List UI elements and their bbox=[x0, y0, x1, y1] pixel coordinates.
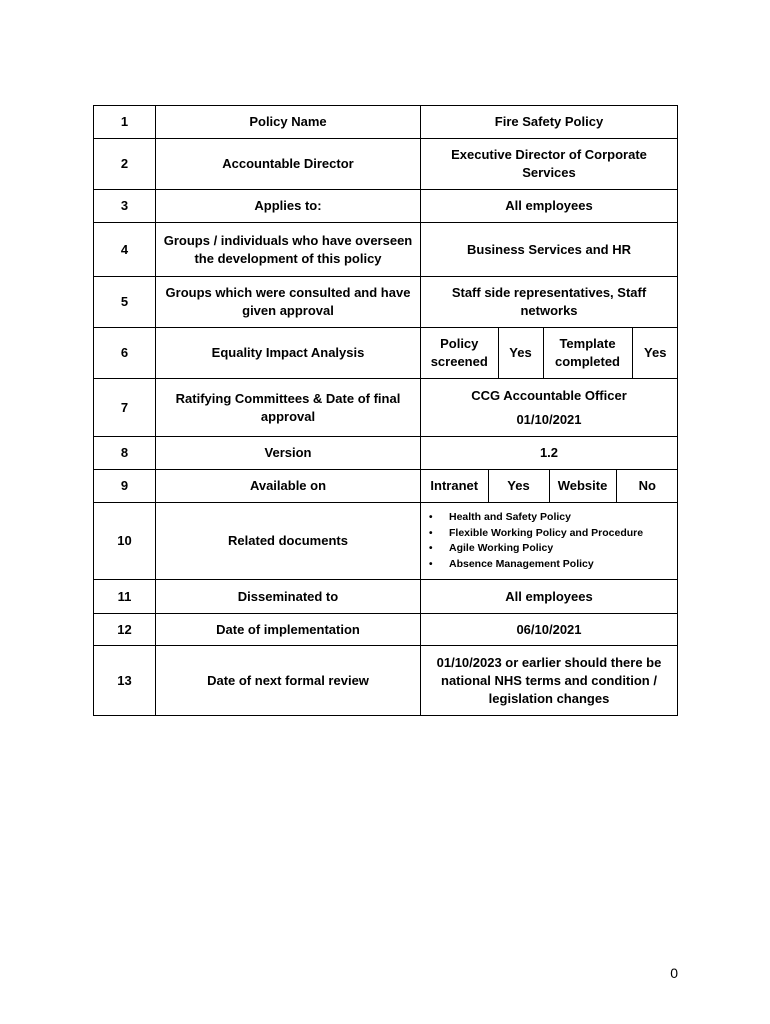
approval-date: 01/10/2021 bbox=[516, 411, 582, 427]
row-label: Equality Impact Analysis bbox=[156, 328, 421, 379]
page-number: 0 bbox=[670, 965, 678, 981]
row-label: Applies to: bbox=[156, 190, 421, 223]
table-row bbox=[94, 277, 678, 328]
row-number: 9 bbox=[94, 470, 156, 503]
row-number: 8 bbox=[94, 437, 156, 470]
table-row bbox=[94, 190, 678, 223]
row-number: 11 bbox=[94, 580, 156, 614]
row-number: 10 bbox=[94, 503, 156, 580]
row-number: 4 bbox=[94, 223, 156, 277]
row-label: Version bbox=[156, 437, 421, 470]
table-row bbox=[94, 328, 678, 379]
row-label: Date of next formal review bbox=[156, 646, 421, 716]
row-value: 01/10/2023 or earlier should there be national NHS terms and condition / legislation changes bbox=[421, 646, 678, 716]
related-document: Flexible Working Policy and Procedure bbox=[449, 526, 644, 539]
policy-screened-value: Yes bbox=[498, 328, 543, 378]
row-value: All employees bbox=[421, 580, 678, 614]
bullet-icon: • bbox=[429, 543, 433, 554]
availability-cell bbox=[421, 470, 678, 503]
row-value: 1.2 bbox=[421, 437, 678, 470]
row-label: Related documents bbox=[156, 503, 421, 580]
related-documents-list bbox=[421, 506, 677, 576]
table-row bbox=[94, 470, 678, 503]
row-value: All employees bbox=[421, 190, 678, 223]
related-document: Health and Safety Policy bbox=[449, 511, 571, 523]
template-completed-label: Template completed bbox=[543, 328, 632, 378]
row-number: 6 bbox=[94, 328, 156, 379]
bullet-icon: • bbox=[429, 527, 433, 539]
table-row bbox=[94, 437, 678, 470]
row-number: 2 bbox=[94, 139, 156, 190]
row-number: 5 bbox=[94, 277, 156, 328]
related-document: Agile Working Policy bbox=[449, 542, 554, 554]
row-value: Executive Director of Corporate Services bbox=[421, 139, 678, 190]
table-row bbox=[94, 614, 678, 646]
row-value: 06/10/2021 bbox=[421, 614, 678, 646]
intranet-label: Intranet bbox=[430, 478, 479, 493]
row-label: Date of implementation bbox=[156, 614, 421, 646]
table-row bbox=[94, 139, 678, 190]
related-documents-cell bbox=[421, 503, 678, 580]
intranet-value: Yes bbox=[488, 470, 549, 502]
list-item bbox=[429, 541, 677, 557]
table-row bbox=[94, 379, 678, 437]
related-document: Absence Management Policy bbox=[449, 557, 594, 570]
table-row bbox=[94, 223, 678, 277]
ratifying-committee: CCG Accountable Officer bbox=[471, 387, 627, 403]
website-value: No bbox=[616, 470, 678, 502]
row-label: Disseminated to bbox=[156, 580, 421, 614]
table-row bbox=[94, 106, 678, 139]
website-label: Website bbox=[549, 470, 616, 502]
row-label: Policy Name bbox=[156, 106, 421, 139]
row-number: 13 bbox=[94, 646, 156, 716]
bullet-icon: • bbox=[429, 558, 433, 570]
equality-impact-subtable bbox=[421, 328, 678, 378]
availability-subtable bbox=[421, 470, 678, 502]
row-value bbox=[421, 379, 678, 437]
template-completed-value: Yes bbox=[632, 328, 678, 378]
bullet-icon: • bbox=[429, 512, 433, 523]
row-value: Staff side representatives, Staff networks bbox=[421, 277, 678, 328]
policy-summary-table bbox=[93, 105, 678, 716]
row-label: Groups / individuals who have overseen the development of this policy bbox=[156, 223, 421, 277]
row-number: 12 bbox=[94, 614, 156, 646]
list-item bbox=[429, 526, 677, 542]
table-row bbox=[94, 646, 678, 716]
table-row bbox=[94, 580, 678, 614]
row-number: 3 bbox=[94, 190, 156, 223]
table-row bbox=[94, 503, 678, 580]
list-item bbox=[429, 557, 677, 573]
row-number: 7 bbox=[94, 379, 156, 437]
row-number: 1 bbox=[94, 106, 156, 139]
equality-impact-cell bbox=[421, 328, 678, 379]
row-value: Fire Safety Policy bbox=[421, 106, 678, 139]
policy-screened-label: Policy screened bbox=[430, 336, 488, 369]
row-value: Business Services and HR bbox=[421, 223, 678, 277]
row-label: Ratifying Committees & Date of final approval bbox=[156, 379, 421, 437]
row-label: Groups which were consulted and have given approval bbox=[156, 277, 421, 328]
row-label: Accountable Director bbox=[156, 139, 421, 190]
row-label: Available on bbox=[156, 470, 421, 503]
list-item bbox=[429, 510, 677, 526]
